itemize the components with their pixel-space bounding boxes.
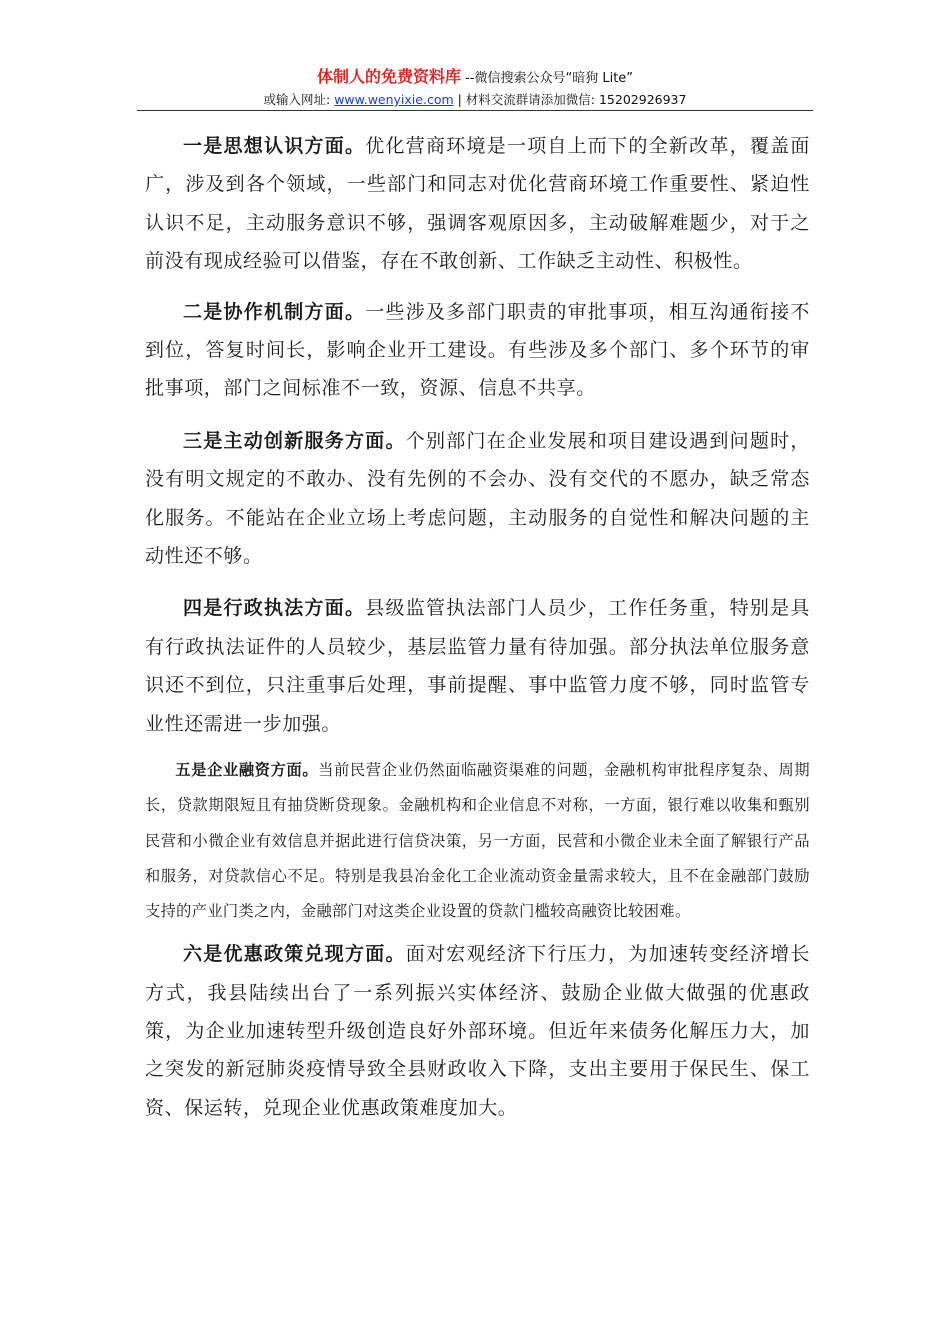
paragraph-3-heading: 三是主动创新服务方面。 [183,429,406,452]
paragraph-6-text: 面对宏观经济下行压力，为加速转变经济增长方式，我县陆续出台了一系列振兴实体经济、鼓励企业做大做强的优惠政策，为企业加速转型升级创造良好外部环境。但近年来债务化解压力大，加之突发的新冠肺炎疫情导致全县财政收入下降，支出主要用于保民生、保工资、保运转，兑现企业优惠政策难度加大。 [145,943,810,1119]
paragraph-5-heading: 五是企业融资方面。 [175,761,319,780]
header-line-1 [137,66,813,90]
paragraph-4 [145,589,810,743]
paragraph-5-text: 当前民营企业仍然面临融资渠难的问题，金融机构审批程序复杂、周期长，贷款期限短且有抽贷断贷现象。金融机构和企业信息不对称，一方面，银行难以收集和甄别民营和小微企业有效信息并据此进行信贷决策，另一方面，民营和小微企业未全面了解银行产品和服务，对贷款信心不足。特别是我县冶金化工企业流动资金量需求较大，且不在金融部门鼓励支持的产业门类之内，金融部门对这类企业设置的贷款门槛较高融资比较困难。 [145,761,810,920]
header-url-link[interactable]: www.wenyixie.com [334,92,454,107]
paragraph-2-heading: 二是协作机制方面。 [183,300,366,323]
paragraph-1 [145,127,810,281]
paragraph-2 [145,293,810,408]
paragraph-4-text: 县级监管执法部门人员少，工作任务重，特别是具有行政执法证件的人员较少，基层监管力量有待加强。部分执法单位服务意识还不到位，只注重事后处理，事前提醒、事中监管力度不够，同时监管专业性还需进一步加强。 [145,597,810,735]
paragraph-3-text: 个别部门在企业发展和项目建设遇到问题时，没有明文规定的不敢办、没有先例的不会办、没有交代的不愿办，缺乏常态化服务。不能站在企业立场上考虑问题，主动服务的自觉性和解决问题的主动性还不够。 [145,429,810,568]
paragraph-2-text: 一些涉及多部门职责的审批事项，相互沟通衔接不到位，答复时间长，影响企业开工建设。有些涉及多个部门、多个环节的审批事项，部门之间标准不一致，资源、信息不共享。 [145,300,810,400]
paragraph-1-text: 优化营商环境是一项自上而下的全新改革，覆盖面广，涉及到各个领域，一些部门和同志对优化营商环境工作重要性、紧迫性认识不足，主动服务意识不够，强调客观原因多，主动破解难题少，对于之前没有现成经验可以借鉴，存在不敢创新、工作缺乏主动性、积极性。 [145,135,810,273]
header-line-2 [137,90,813,110]
paragraph-1-heading: 一是思想认识方面。 [183,135,366,157]
header-divider [137,110,813,111]
paragraph-3 [145,422,810,576]
header-brand: 体制人的免费资料库 [316,67,461,86]
paragraph-5 [145,753,810,929]
header-tagline: --微信搜索公众号“暗狗 Lite” [460,71,634,86]
paragraph-6 [145,935,810,1127]
header-url-prefix: 或输入网址: [263,92,335,107]
page-header [137,66,813,110]
paragraph-4-heading: 四是行政执法方面。 [183,597,366,620]
document-body [145,127,810,1127]
paragraph-6-heading: 六是优惠政策兑现方面。 [183,943,406,966]
header-contact: | 材料交流群请添加微信: 15202926937 [453,92,687,107]
